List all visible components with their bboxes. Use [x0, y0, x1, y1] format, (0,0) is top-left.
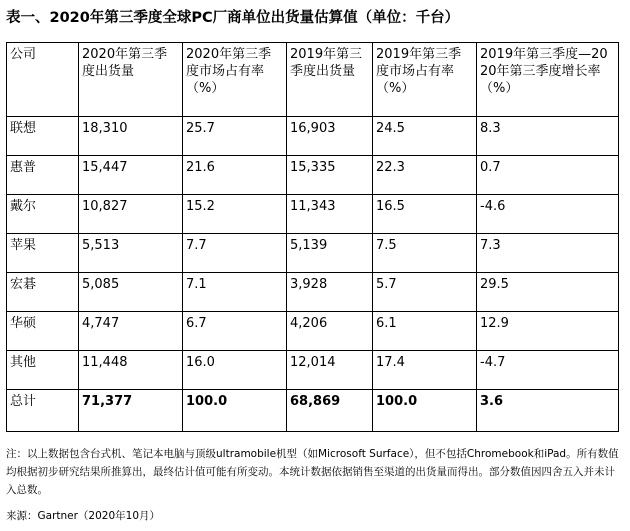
source-line: 来源：Gartner（2020年10月） [6, 510, 161, 522]
cell-value: 16,903 [287, 117, 373, 156]
cell-value: 68,869 [287, 390, 373, 432]
shipments-table [6, 42, 619, 432]
cell-company: 联想 [7, 117, 79, 156]
cell-value: 3,928 [287, 273, 373, 312]
cell-value: 16.0 [183, 351, 287, 390]
table-row [7, 156, 619, 195]
cell-value: 12.9 [477, 312, 619, 351]
cell-value: 7.3 [477, 234, 619, 273]
cell-value: 100.0 [183, 390, 287, 432]
cell-value: 18,310 [79, 117, 183, 156]
cell-value: 15.2 [183, 195, 287, 234]
table-title: 表一、2020年第三季度全球PC厂商单位出货量估算值（单位：千台） [6, 10, 460, 26]
cell-value: -4.7 [477, 351, 619, 390]
cell-value: 7.5 [373, 234, 477, 273]
cell-value: -4.6 [477, 195, 619, 234]
cell-company: 其他 [7, 351, 79, 390]
cell-value: 7.7 [183, 234, 287, 273]
cell-value: 5,139 [287, 234, 373, 273]
header-2020q3-shipments: 2020年第三季度出货量 [79, 43, 183, 117]
table-row [7, 117, 619, 156]
cell-value: 11,448 [79, 351, 183, 390]
cell-company: 惠普 [7, 156, 79, 195]
cell-value: 5,513 [79, 234, 183, 273]
table-row [7, 195, 619, 234]
cell-value: 5,085 [79, 273, 183, 312]
cell-value: 15,447 [79, 156, 183, 195]
cell-value: 3.6 [477, 390, 619, 432]
cell-value: 0.7 [477, 156, 619, 195]
cell-company: 苹果 [7, 234, 79, 273]
table-row [7, 273, 619, 312]
cell-value: 4,206 [287, 312, 373, 351]
cell-value: 6.7 [183, 312, 287, 351]
header-growth: 2019年第三季度—2020年第三季度增长率（%） [477, 43, 619, 117]
table-row [7, 312, 619, 351]
cell-value: 15,335 [287, 156, 373, 195]
table-row [7, 234, 619, 273]
cell-value: 5.7 [373, 273, 477, 312]
header-company: 公司 [7, 43, 79, 117]
footnote: 注：以上数据包含台式机、笔记本电脑与顶级ultramobile机型（如Microsoft Surface），但不包括Chromebook和iPad。所有数值均根据初步研究结果所推算出，最终估计值可能有所变动。本统计数据依据销售至渠道的出货量而得出。部分数值因四舍五入并未计入总数。 [6, 448, 619, 496]
cell-value: 11,343 [287, 195, 373, 234]
cell-value: 10,827 [79, 195, 183, 234]
cell-value: 25.7 [183, 117, 287, 156]
cell-value: 21.6 [183, 156, 287, 195]
table-header-row [7, 43, 619, 117]
cell-value: 17.4 [373, 351, 477, 390]
cell-company: 宏碁 [7, 273, 79, 312]
cell-value: 16.5 [373, 195, 477, 234]
cell-value: 71,377 [79, 390, 183, 432]
cell-value: 100.0 [373, 390, 477, 432]
cell-company: 华硕 [7, 312, 79, 351]
cell-value: 7.1 [183, 273, 287, 312]
header-2019q3-shipments: 2019年第三季度出货量 [287, 43, 373, 117]
cell-value: 22.3 [373, 156, 477, 195]
cell-company: 戴尔 [7, 195, 79, 234]
cell-value: 29.5 [477, 273, 619, 312]
table-row [7, 351, 619, 390]
header-2020q3-share: 2020年第三季度市场占有率（%） [183, 43, 287, 117]
header-2019q3-share: 2019年第三季度市场占有率（%） [373, 43, 477, 117]
cell-value: 8.3 [477, 117, 619, 156]
cell-company: 总计 [7, 390, 79, 432]
cell-value: 12,014 [287, 351, 373, 390]
table-total-row [7, 390, 619, 432]
cell-value: 4,747 [79, 312, 183, 351]
cell-value: 24.5 [373, 117, 477, 156]
cell-value: 6.1 [373, 312, 477, 351]
